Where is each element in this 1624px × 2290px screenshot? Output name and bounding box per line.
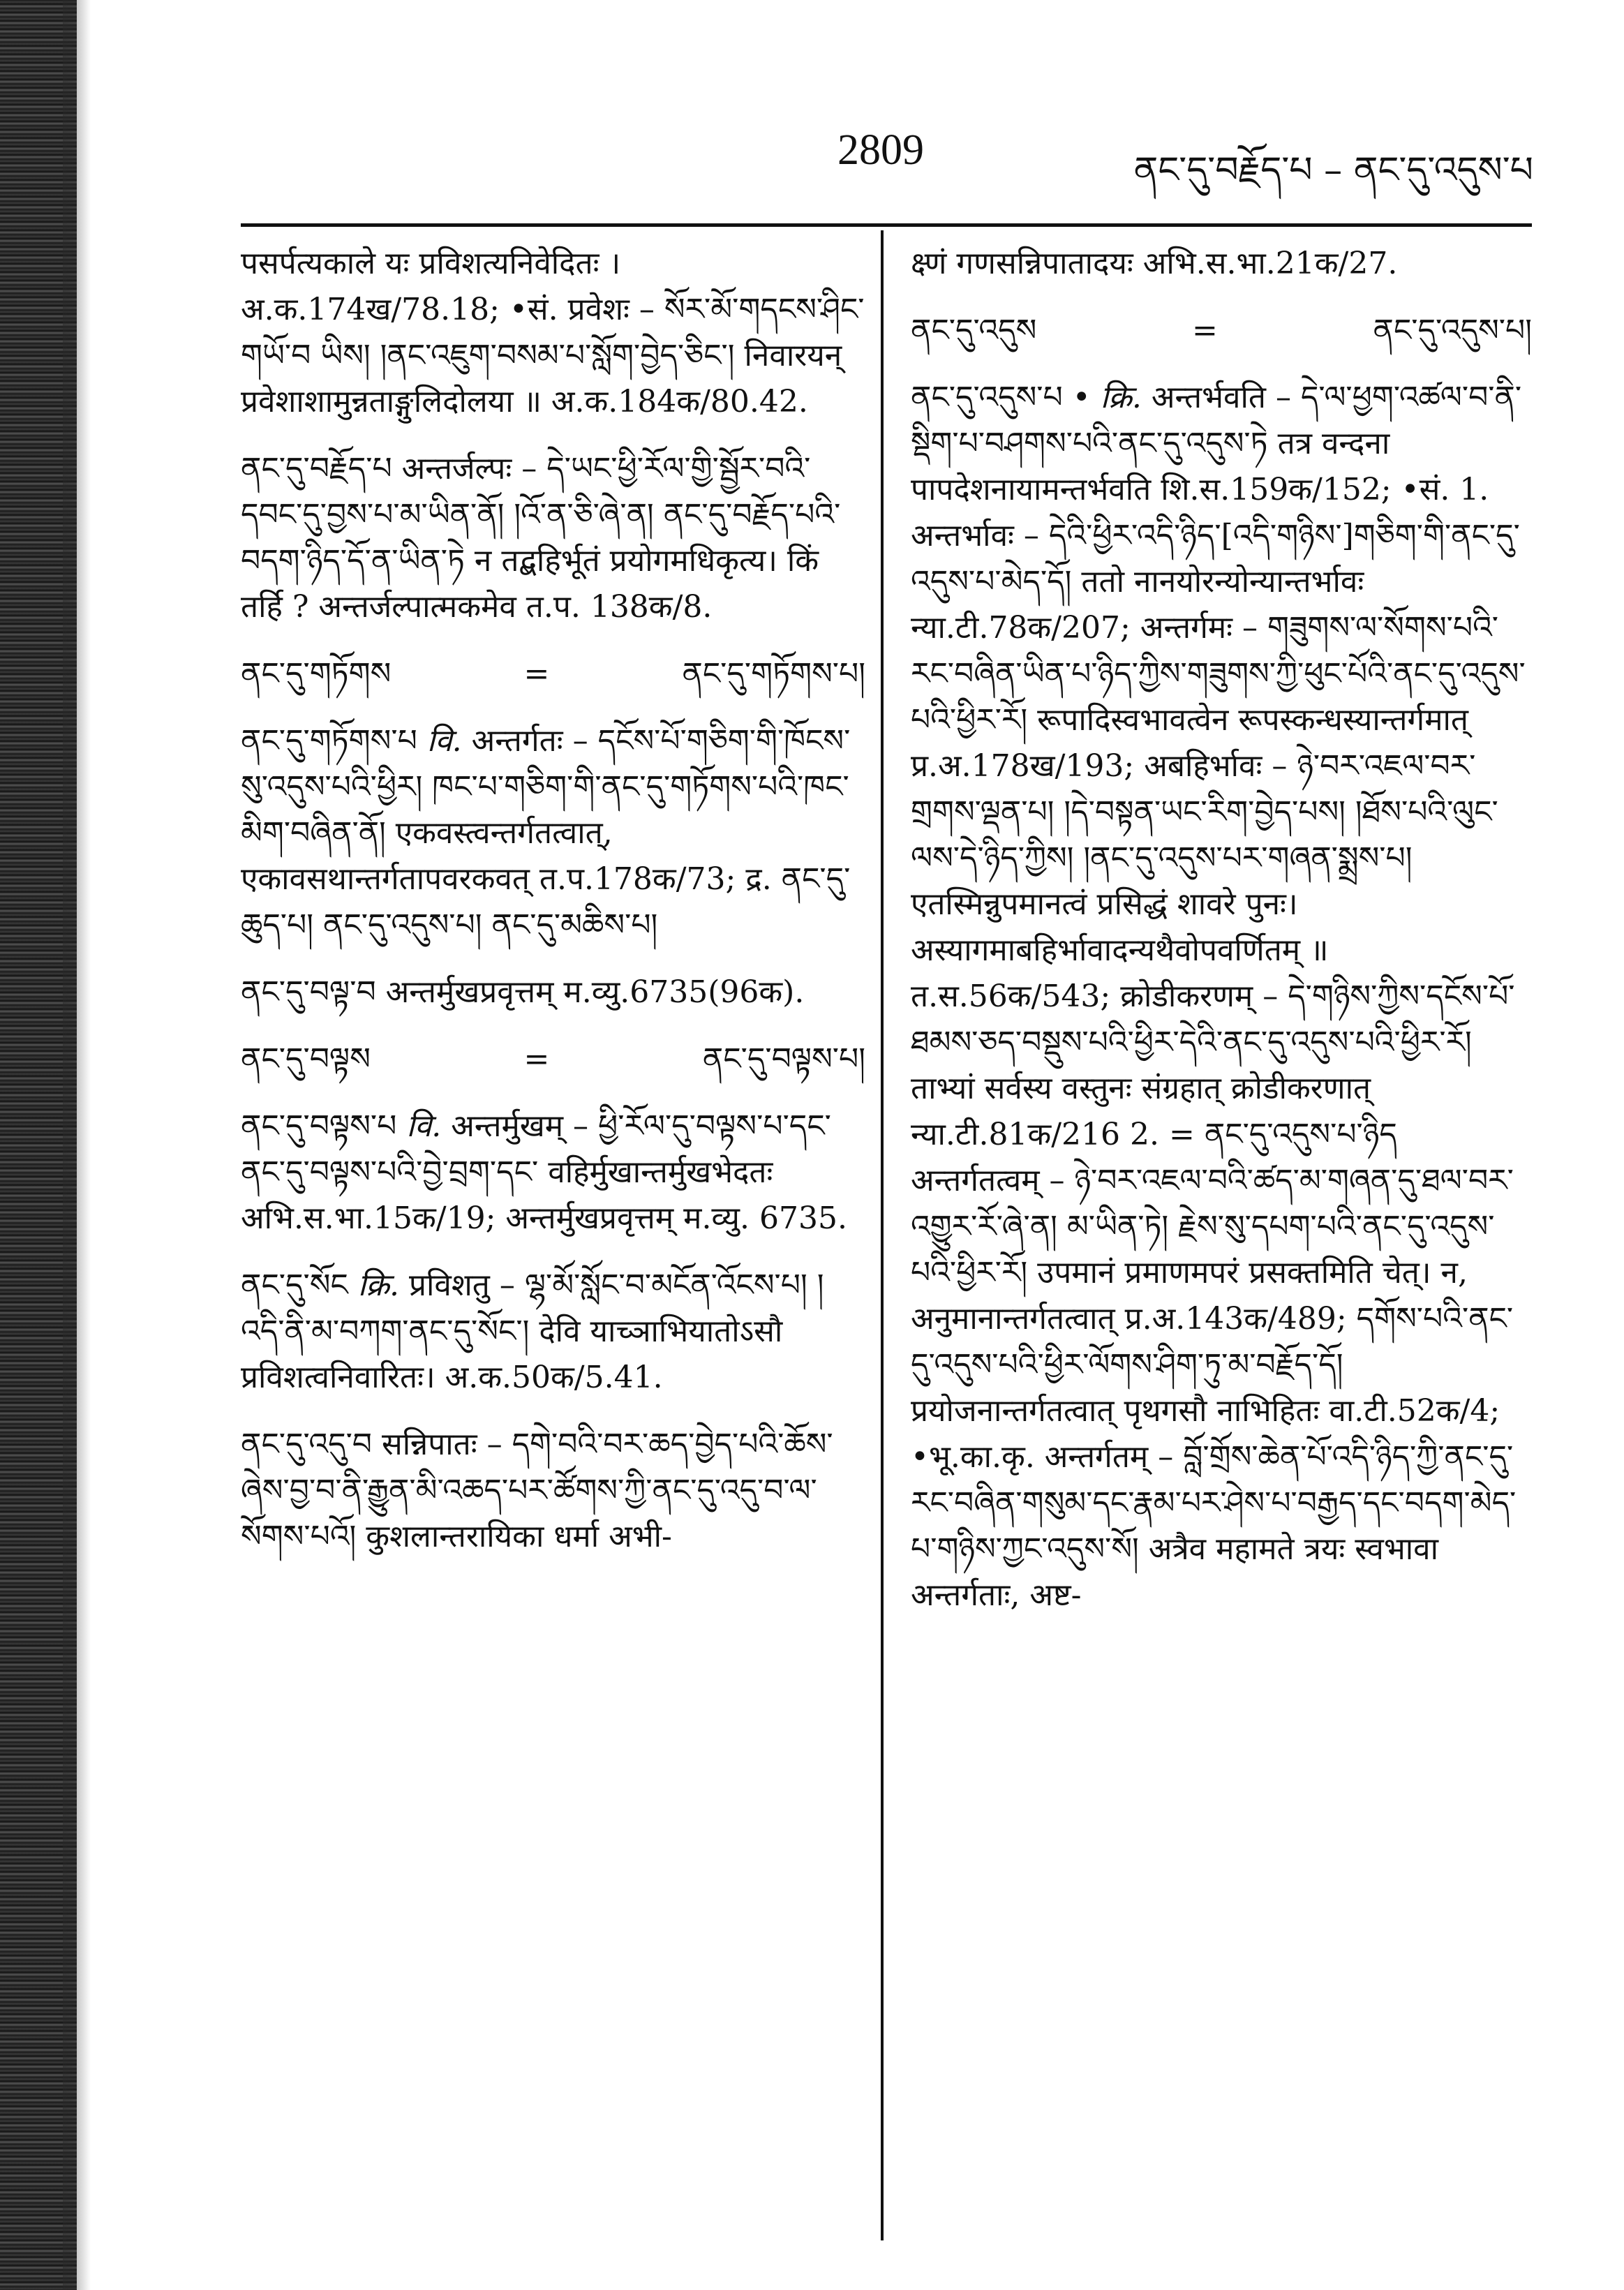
equals-sign: = <box>523 656 550 692</box>
left-column <box>241 241 865 1581</box>
grammar-label: वि. <box>406 1108 442 1144</box>
entry-text: अन्तर्भवति – དེ་ལ་ཕྱག་འཚལ་བ་ནི་སྡིག་པ་བཤགས་པའི་ནང་དུ་འདུས་ཏེ तत्र वन्दना पापदेशनायामन्तर्भवति शि.स.159क/152; •सं. 1. अन्तर्भावः – དེའི་ཕྱིར་འདི་ཉིད་[འདི་གཉིས་]གཅིག་གི་ནང་དུ་འདུས་པ་མེད་དོ། ततो नानयोरन्योन्यान्तर्भावः न्या.टी.78क/207; अन्तर्गमः – གཟུགས་ལ་སོགས་པའི་རང་བཞིན་ཡིན་པ་ཉིད་ཀྱིས་གཟུགས་ཀྱི་ཕུང་པོའི་ནང་དུ་འདུས་པའི་ཕྱིར་རོ། रूपादिस्वभावत्वेन रूपस्कन्धस्यान्तर्गमात् प्र.अ.178ख/193; अबहिर्भावः – ཉེ་བར་འཇལ་བར་གྲགས་ལྡན་པ། །དེ་བསྟན་ཡང་རིག་བྱེད་པས། །ཐོས་པའི་ལུང་ལས་དེ་ཉིད་ཀྱིས། །ནང་དུ་འདུས་པར་གཞན་སྨྲས་པ། एतस्मिन्नुपमानत्वं प्रसिद्धं शावरे पुनः। अस्यागमाबहिर्भावादन्यथैवोपवर्णितम् ॥ त.स.56क/543; क्रोडीकरणम् – དེ་གཉིས་ཀྱིས་དངོས་པོ་ཐམས་ཅད་བསྡུས་པའི་ཕྱིར་དེའི་ནང་དུ་འདུས་པའི་ཕྱིར་རོ། ताभ्यां सर्वस्य वस्तुनः संग्रहात् क्रोडीकरणात् न्या.टी.81क/216 2. = ནང་དུ་འདུས་པ་ཉིད अन्तर्गतत्वम् – ཉེ་བར་འཇལ་བའི་ཚད་མ་གཞན་དུ་ཐལ་བར་འགྱུར་རོ་ཞེ་ན། མ་ཡིན་ཏེ། རྗེས་སུ་དཔག་པའི་ནང་དུ་འདུས་པའི་ཕྱིར་རོ། उपमानं प्रमाणमपरं प्रसक्तमिति चेत्। न, अनुमानान्तर्गतत्वात् प्र.अ.143क/489; དགོས་པའི་ནང་དུ་འདུས་པའི་ཕྱིར་ལོགས་ཤིག་ཏུ་མ་བརྗོད་དོ། प्रयोजनान्तर्गतत्वात् पृथगसौ नाभिहितः वा.टी.52क/4; •भू.का.कृ. अन्तर्गतम् – བློ་གྲོས་ཆེན་པོ་འདི་ཉིད་ཀྱི་ནང་དུ་རང་བཞིན་གསུམ་དང་རྣམ་པར་ཤེས་པ་བརྒྱད་དང་བདག་མེད་པ་གཉིས་ཀྱང་འདུས་སོ། अत्रैव महामते त्रयः स्वभावा अन्तर्गताः, अष्ट- <box>911 380 1526 1613</box>
headword: ནང་དུ་འདུ་བ <box>241 1427 373 1462</box>
dictionary-entry <box>241 718 865 949</box>
cross-reference-target: ནང་དུ་གཏོགས་པ། <box>682 656 865 692</box>
equals-sign: = <box>523 1041 550 1077</box>
entry-text: अन्तर्जल्पः – དེ་ཡང་ཕྱི་རོལ་གྱི་སྦྱོར་བའི་དབང་དུ་བྱས་པ་མ་ཡིན་ནོ། །འོ་ན་ཅི་ཞེ་ན། ནང་དུ་བརྗོད་པའི་བདག་ཉིད་དོ་ན་ཡིན་ཏེ न तद्बहिर्भूतं प्रयोगमधिकृत्य। किं तर्हि ? अन्तर्जल्पात्मकमेव त.प. 138क/8. <box>241 451 841 625</box>
cross-reference-entry <box>911 308 1532 354</box>
headword: ནང་དུ་བལྟས་པ <box>241 1108 397 1144</box>
page-number: 2809 <box>837 126 924 174</box>
dictionary-entry <box>911 241 1532 287</box>
grammar-label: • क्रि. <box>1072 380 1142 415</box>
dictionary-entry <box>241 446 865 630</box>
headword: ནང་དུ་གཏོགས <box>241 656 392 692</box>
dictionary-entry <box>241 241 865 425</box>
entry-text: अन्तर्गतः – དངོས་པོ་གཅིག་གི་ཁོངས་སུ་འདུས་པའི་ཕྱིར། ཁང་པ་གཅིག་གི་ནང་དུ་གཏོགས་པའི་ཁང་མིག་བཞིན་ནོ། एकवस्त्वन्तर्गतत्वात्, एकावसथान्तर्गतापवरकवत् त.प.178क/73; द्र. ནང་དུ་ཆུད་པ། ནང་དུ་འདུས་པ། ནང་དུ་མཆིས་པ། <box>241 723 851 943</box>
headword: ནང་དུ་བརྗོད་པ <box>241 451 392 486</box>
running-head: ནང་དུ་བརྗོད་པ – ནང་དུ་འདུས་པ <box>1133 149 1533 191</box>
entry-text: अन्तर्मुखप्रवृत्तम् म.व्यु.6735(96क). <box>385 974 805 1010</box>
entry-text: पसर्पत्यकाले यः प्रविशत्यनिवेदितः । अ.क.174ख/78.18; •सं. प्रवेशः – སོར་མོ་གདངས་ཤིང་གཡོ་བ ཡིས། །ནང་འཇུག་བསམ་པ་སློག་བྱེད་ཅིང་། निवारयन् प्रवेशाशामुन्नताङ्गुलिदोलया ॥ अ.क.184क/80.42. <box>241 246 865 419</box>
headword: ནང་དུ་བལྟས <box>241 1041 371 1077</box>
entry-text: सन्निपातः – དགེ་བའི་བར་ཆད་བྱེད་པའི་ཆོས་ཞེས་བྱ་བ་ནི་རྒྱུན་མི་འཆད་པར་ཚོགས་ཀྱི་ནང་དུ་འདུ་བ་ལ་སོགས་པའོ། कुशलान्तरायिका धर्मा अभी- <box>241 1427 833 1554</box>
headword: ནང་དུ་སོང <box>241 1267 348 1303</box>
cross-reference-target: ནང་དུ་བལྟས་པ། <box>702 1041 865 1077</box>
grammar-label: क्रि. <box>357 1267 399 1303</box>
dictionary-entry <box>911 375 1532 1619</box>
cross-reference-entry <box>241 1036 865 1083</box>
binding-shadow <box>63 0 91 2290</box>
headword: ནང་དུ་བལྟ་བ <box>241 974 376 1010</box>
entry-text: क्ष्णं गणसन्निपातादयः अभि.स.भा.21क/27. <box>911 246 1398 281</box>
column-divider <box>881 230 884 2240</box>
headword: ནང་དུ་འདུས <box>911 313 1037 348</box>
dictionary-entry <box>241 1103 865 1242</box>
headword: ནང་དུ་གཏོགས་པ <box>241 723 417 759</box>
dictionary-entry <box>241 969 865 1016</box>
grammar-label: वि. <box>426 723 462 759</box>
entry-text: अन्तर्मुखम् – ཕྱི་རོལ་དུ་བལྟས་པ་དང་ནང་དུ་བལྟས་པའི་བྱེ་བྲག་དང་ वहिर्मुखान्तर्मुखभेदतः अभि.स.भा.15क/19; अन्तर्मुखप्रवृत्तम् म.व्यु. 6735. <box>241 1108 847 1236</box>
dictionary-entry <box>241 1263 865 1401</box>
header-rule <box>241 223 1532 227</box>
dictionary-entry <box>241 1422 865 1560</box>
equals-sign: = <box>1191 313 1218 348</box>
entry-text: प्रविशतु – ལྷ་མོ་སློང་བ་མངོན་འོངས་པ། །འདི་ནི་མ་བཀག་ནང་དུ་སོང་། देवि याच्ञाभियातोऽसौ प्रविशत्वनिवारितः। अ.क.50क/5.41. <box>241 1267 824 1395</box>
cross-reference-target: ནང་དུ་འདུས་པ། <box>1373 313 1532 348</box>
cross-reference-entry <box>241 651 865 697</box>
right-column <box>911 241 1532 1640</box>
headword: ནང་དུ་འདུས་པ <box>911 380 1063 415</box>
